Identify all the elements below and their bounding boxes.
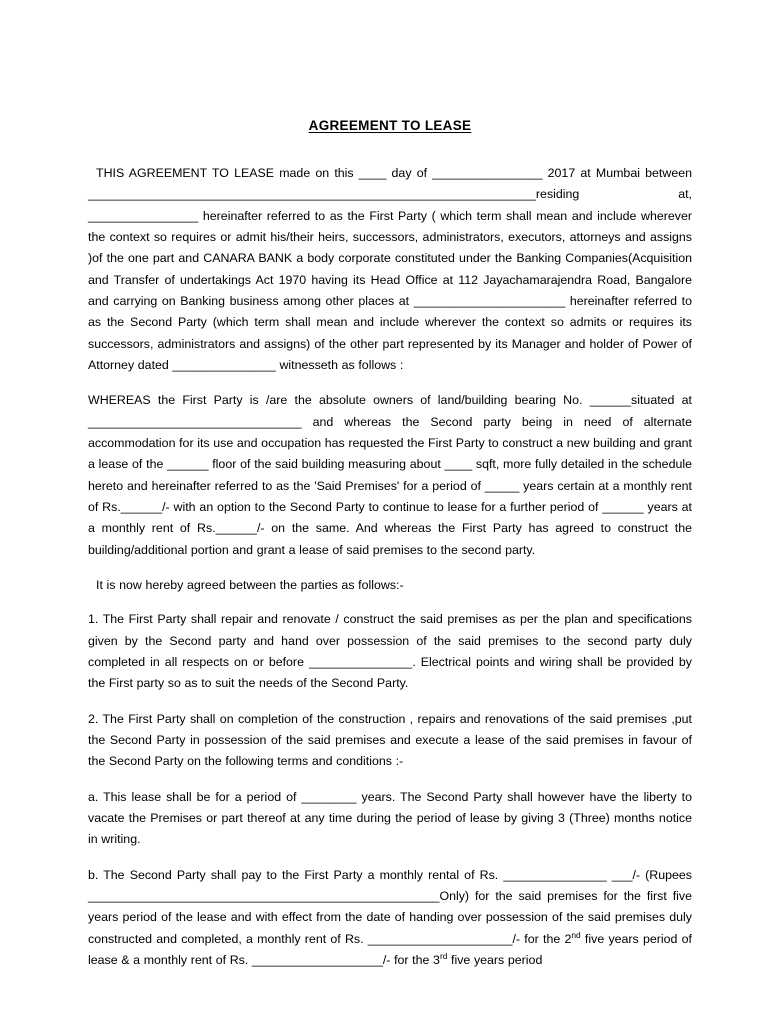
paragraph-clause-2b (88, 865, 692, 972)
paragraph-clause-1: 1. The First Party shall repair and renovate / construct the said premises as per the plan and specifications given by the Second party and hand over possession of the said premises to the second party duly completed in all respects on or before _______________. Electrical points and wiring shall be provided by the First party so as to suit the needs of the Second Party. (88, 612, 692, 691)
clause-2b-part-2: five years period of lease & a monthly rent of Rs. ___________________/- for the 3 (88, 931, 692, 967)
clause-2b-part-1: b. The Second Party shall pay to the First Party a monthly rental of Rs. _______________ ___/- (Rupees ___________________________________________________Only) for the said premises for the first five years period of the lease and with effect from the date of handing over possession of the said premises duly constructed and completed, a monthly rent of Rs. _____________________/- for the 2 (88, 867, 692, 946)
paragraph-clause-2a: a. This lease shall be for a period of ________ years. The Second Party shall however have the liberty to vacate the Premises or part thereof at any time during the period of lease by giving 3 (Three) months notice in writing. (88, 789, 692, 847)
paragraph-agreed-lead-in: It is now hereby agreed between the parties as follows:- (96, 577, 404, 592)
ordinal-suffix-third: rd (439, 950, 448, 961)
clause-2b-part-3: five years period (447, 952, 543, 967)
paragraph-clause-2: 2. The First Party shall on completion of the construction , repairs and renovations of the said premises ,put the Second Party in possession of the said premises and execute a lease of the said premises in favour of the Second Party on the following terms and conditions :- (88, 711, 692, 769)
paragraph-whereas: WHEREAS the First Party is /are the absolute owners of land/building bearing No. ______situated at _______________________________ and whereas the Second party being in need of alternate accommodation for its use and occupation has requested the First Party to construct a new building and grant a lease of the ______ floor of the said building measuring about ____ sqft, more fully detailed in the schedule hereto and hereinafter referred to as the 'Said Premises' for a period of _____ years certain at a monthly rent of Rs.______/- with an option to the Second Party to continue to lease for a further period of ______ years at a monthly rent of Rs.______/- on the same. And whereas the First Party has agreed to construct the building/additional portion and grant a lease of said premises to the second party. (88, 393, 692, 557)
paragraph-recitals-intro: THIS AGREEMENT TO LEASE made on this ____ day of ________________ 2017 at Mumbai between _________________________________________________________________residing at, ________________ hereinafter referred to as the First Party ( which term shall mean and include wherever the context so requires or admit his/their heirs, successors, administrators, executors, attorneys and assigns )of the one part and CANARA BANK a body corporate constituted under the Banking Companies(Acquisition and Transfer of undertakings Act 1970 having its Head Office at 112 Jayachamarajendra Road, Bangalore and carrying on Banking business among other places at ______________________ hereinafter referred to as the Second Party (which term shall mean and include wherever the context so admits or requires its successors, administrators and assigns) of the other part represented by its Manager and holder of Power of Attorney dated _______________ witnesseth as follows : (88, 166, 692, 372)
page-title: AGREEMENT TO LEASE (308, 118, 472, 133)
ordinal-suffix-second: nd (571, 929, 581, 940)
